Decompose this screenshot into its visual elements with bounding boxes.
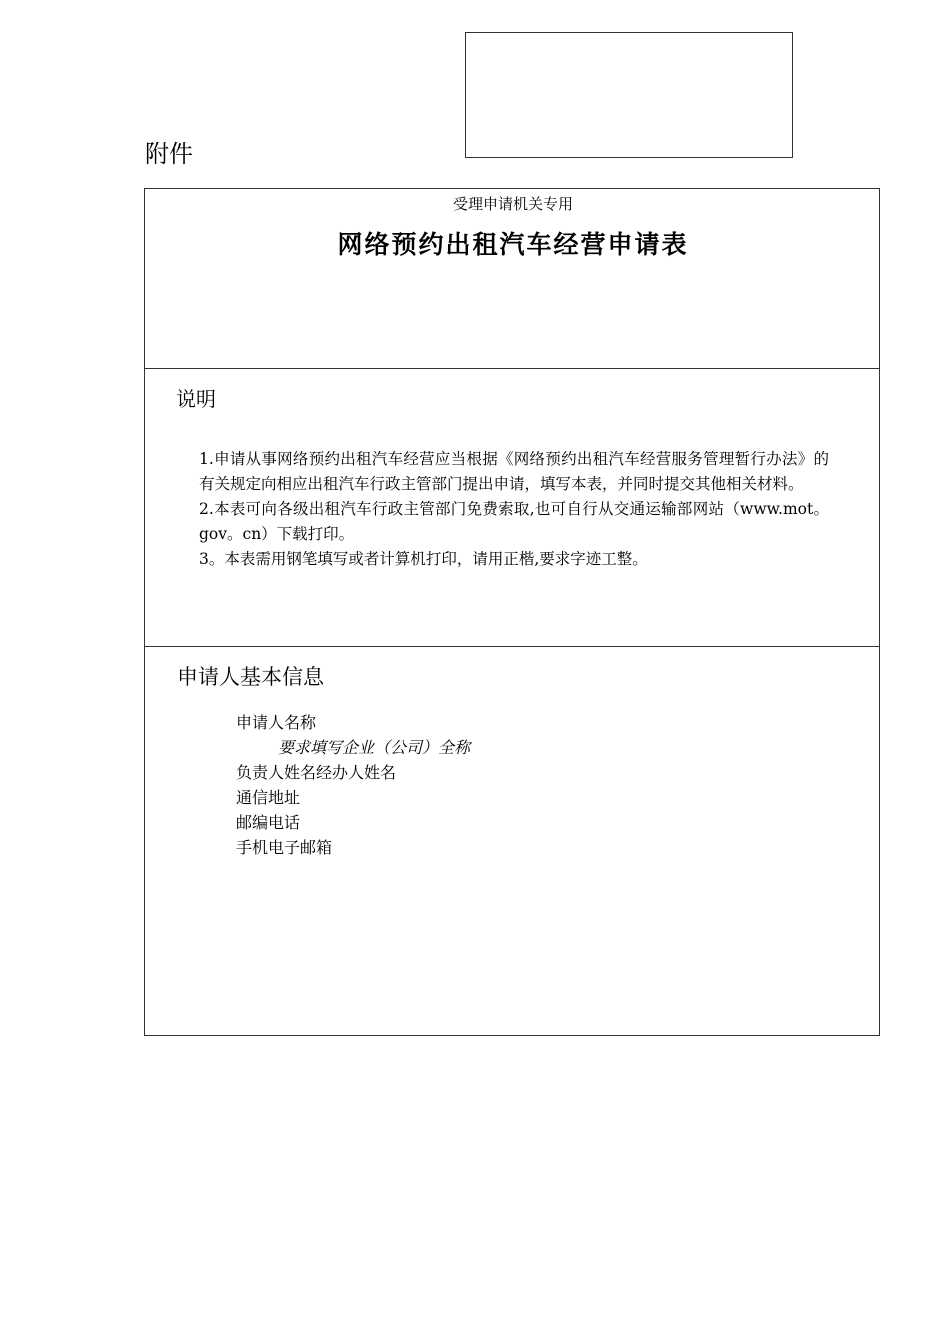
application-form bbox=[144, 188, 880, 1036]
applicant-name-label: 申请人名称 bbox=[236, 713, 317, 732]
applicant-name-hint: 要求填写企业（公司）全称 bbox=[278, 738, 471, 757]
address-label: 通信地址 bbox=[236, 788, 301, 807]
postal-phone-label: 邮编电话 bbox=[236, 813, 301, 832]
note-item: 1.申请从事网络预约出租汽车经营应当根据《网络预约出租汽车经营服务管理暂行办法》的有关规定向相应出租汽车行政主管部门提出申请，填写本表，并同时提交其他相关材料。 bbox=[199, 450, 829, 493]
reserved-for-authority-label: 受理申请机关专用 bbox=[452, 195, 573, 213]
form-header-section bbox=[145, 189, 879, 369]
mobile-email-label: 手机电子邮箱 bbox=[236, 838, 333, 857]
contact-persons-label: 负责人姓名经办人姓名 bbox=[236, 763, 397, 782]
applicant-info-section bbox=[145, 647, 879, 1035]
stamp-box bbox=[465, 32, 793, 158]
notes-section bbox=[145, 369, 879, 647]
notes-title: 说明 bbox=[176, 387, 216, 411]
form-title: 网络预约出租汽车经营申请表 bbox=[337, 230, 689, 259]
note-item: 3。本表需用钢笔填写或者计算机打印，请用正楷,要求字迹工整。 bbox=[199, 550, 648, 568]
note-item: 2.本表可向各级出租汽车行政主管部门免费索取,也可自行从交通运输部网站（www.mot。gov。cn）下载打印。 bbox=[199, 500, 829, 543]
applicant-fields bbox=[236, 710, 470, 860]
notes-list bbox=[199, 447, 829, 572]
attachment-label: 附件 bbox=[145, 140, 193, 168]
applicant-section-title: 申请人基本信息 bbox=[177, 665, 324, 689]
